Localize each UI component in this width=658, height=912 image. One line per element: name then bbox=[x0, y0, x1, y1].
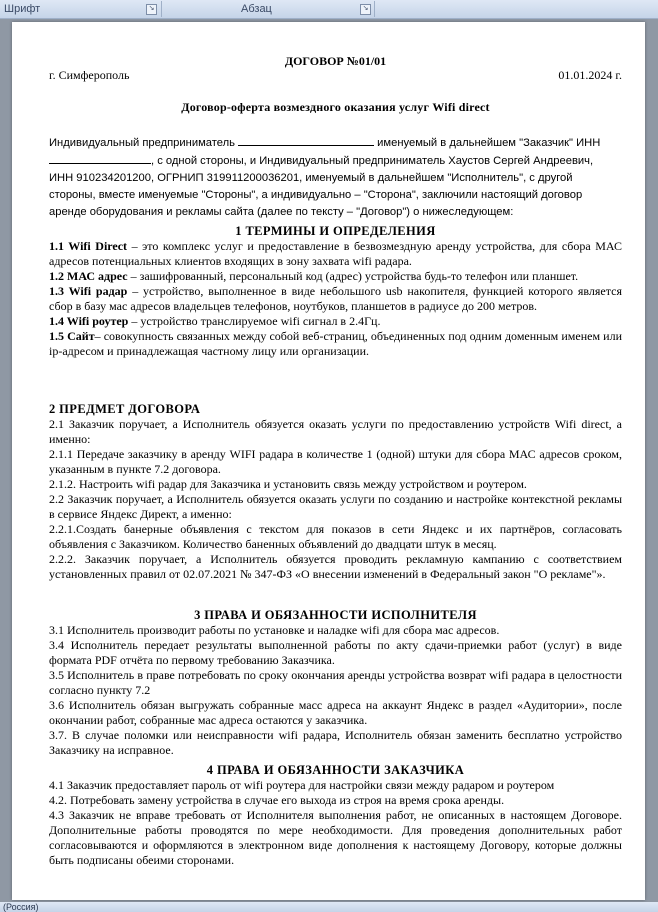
section-3-body bbox=[49, 623, 622, 758]
ribbon-bar bbox=[0, 0, 658, 19]
clause: 3.7. В случае поломки или неисправности wifi радара, Исполнитель обязан заменить бесплатно устройство Заказчику на исправное. bbox=[49, 728, 622, 757]
place-date-line bbox=[49, 68, 622, 83]
clause: 2.2 Заказчик поручает, а Исполнитель обязуется оказать услуги по созданию и настройке контекстной рекламы в сервисе Яндекс Директ, а именно: bbox=[49, 492, 622, 521]
section-1-heading: 1 ТЕРМИНЫ И ОПРЕДЕЛЕНИЯ bbox=[235, 224, 436, 238]
clause: 4.3 Заказчик не вправе требовать от Исполнителя выполнения работ, не описанных в настоящем Договоре. Дополнительные работы проводятся по мере необходимости. Для проведения дополнительных работ согласовываются и оформляются в электронном виде дополнения к настоящему Договору, которые должны быть подписаны обеими сторонами. bbox=[49, 808, 622, 867]
font-dialog-launcher-icon[interactable]: ↘ bbox=[146, 4, 157, 15]
term-item: 1.3 Wifi радар – устройство, выполненное в виде небольшого usb накопителя, функцией которого является сбор в базу мас адресов владельцев телефонов, ноутбуков, планшетов в радиусе до 200 метров. bbox=[49, 284, 622, 313]
status-bar bbox=[0, 902, 658, 912]
term-item: 1.4 Wifi роутер – устройство транслируемое wifi сигнал в 2.4Гц. bbox=[49, 314, 381, 328]
section-3-heading: 3 ПРАВА И ОБЯЗАННОСТИ ИСПОЛНИТЕЛЯ bbox=[194, 608, 477, 622]
term-item: 1.2 МАС адрес – зашифрованный, персональный код (адрес) устройства будь-то телефон или планшет. bbox=[49, 269, 579, 283]
document-subtitle: Договор-оферта возмездного оказания услуг Wifi direct bbox=[181, 100, 490, 114]
clause: 3.4 Исполнитель передает результаты выполненной работы по акту сдачи-приемки работ (услуг) в виде формата PDF отчёта по первому требованию Заказчика. bbox=[49, 638, 622, 667]
term-item: 1.1 Wifi Direct – это комплекс услуг и предоставление в безвозмездную аренду устройства, для сбора МАС адресов потенциальных клиентов входящих в зону захвата wifi радара. bbox=[49, 239, 622, 268]
blank-field bbox=[49, 152, 151, 164]
intro-line: стороны, вместе именуемые "Стороны", а индивидуально – "Сторона", заключили настоящий договор bbox=[49, 189, 583, 201]
section-4-heading: 4 ПРАВА И ОБЯЗАННОСТИ ЗАКАЗЧИКА bbox=[206, 763, 465, 777]
clause: 4.1 Заказчик предоставляет пароль от wifi роутера для настройки связи между радаром и роутером bbox=[49, 778, 555, 792]
clause: 2.1.1 Передаче заказчику в аренду WIFI радара в количестве 1 (одной) штуки для сбора МАС адресов сроком, указанным в пункте 7.2 договора. bbox=[49, 447, 622, 476]
clause: 2.1.2. Настроить wifi радар для Заказчика и установить связь между устройством и роутером. bbox=[49, 477, 527, 491]
intro-line: Индивидуальный предприниматель именуемый в дальнейшем "Заказчик" ИНН bbox=[49, 134, 622, 152]
intro-line: ИНН 910234201200, ОГРНИП 319911200036201, именуемый в дальнейшем "Исполнитель", с другой bbox=[49, 172, 573, 184]
intro-line: аренде оборудования и рекламы сайта (далее по тексту – "Договор") о нижеследующем: bbox=[49, 206, 514, 218]
blank-field bbox=[238, 134, 374, 146]
language-indicator[interactable]: (Россия) bbox=[3, 902, 39, 912]
document-page[interactable] bbox=[12, 22, 645, 900]
paragraph-dialog-launcher-icon[interactable]: ↘ bbox=[360, 4, 371, 15]
term-item: 1.5 Сайт– совокупность связанных между собой веб-страниц, объединенных под одним доменным именем или ip-адресом и принадлежащая частному лицу или организации. bbox=[49, 329, 622, 358]
section-4-body bbox=[49, 778, 622, 868]
ribbon-separator bbox=[374, 1, 375, 17]
date-text: 01.01.2024 г. bbox=[558, 68, 622, 82]
ribbon-group-font-label: Шрифт bbox=[4, 3, 41, 15]
city-text: г. Симферополь bbox=[49, 68, 130, 82]
intro-paragraph bbox=[49, 134, 622, 221]
section-2-heading: 2 ПРЕДМЕТ ДОГОВОРА bbox=[49, 402, 201, 416]
ribbon-group-paragraph-label: Абзац bbox=[241, 3, 272, 15]
section-2-body bbox=[49, 417, 622, 582]
clause: 3.6 Исполнитель обязан выгружать собранные масс адреса на аккаунт Яндекс в раздел «Аудитории», после окончании работ, собранные мас адреса остаются у заказчика. bbox=[49, 698, 622, 727]
document-title: ДОГОВОР №01/01 bbox=[284, 54, 387, 68]
clause: 2.2.1.Создать банерные объявления с текстом для показов в сети Яндекс и их партнёров, согласовать объявления с Заказчиком. Количество баненных объявлений до двадцати штук в месяц. bbox=[49, 522, 622, 551]
clause: 3.5 Исполнитель в праве потребовать по сроку окончания аренды устройства возврат wifi радара в целостности согласно пункту 7.2 bbox=[49, 668, 622, 697]
intro-line: , с одной стороны, и Индивидуальный предприниматель Хаустов Сергей Андреевич, bbox=[49, 152, 622, 170]
clause: 4.2. Потребовать замену устройства в случае его выхода из строя на время срока аренды. bbox=[49, 793, 505, 807]
section-1-body bbox=[49, 239, 622, 359]
clause: 2.1 Заказчик поручает, а Исполнитель обязуется оказать услуги по предоставлению устройств Wifi direct, а именно: bbox=[49, 417, 622, 446]
clause: 3.1 Исполнитель производит работы по установке и наладке wifi для сбора мас адресов. bbox=[49, 623, 500, 637]
clause: 2.2.2. Заказчик поручает, а Исполнитель обязуется проводить рекламную кампанию с соответствием установленных правил от 02.07.2021 № 347-ФЗ «О внесении изменений в Федеральный закон "О рекламе"». bbox=[49, 552, 622, 581]
ribbon-separator bbox=[161, 1, 162, 17]
